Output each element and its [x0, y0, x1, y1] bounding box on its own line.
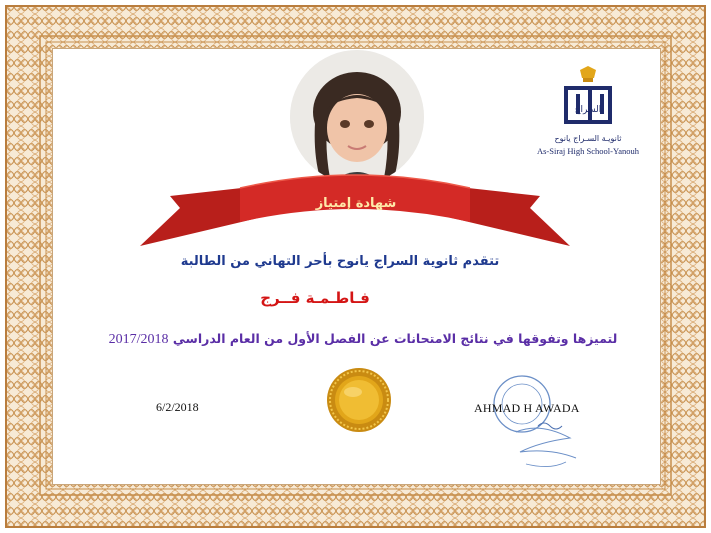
reason-sentence: لتميزها وتفوقها في نتائج الامتحانات عن الفصل الأول من العام الدراسي — [172, 331, 618, 346]
student-name: فـاطـمـة فــرج — [260, 289, 370, 307]
school-name-en: As-Siraj High School-Yanouh — [536, 146, 640, 156]
signatory-name: AHMAD H AWADA — [474, 401, 580, 415]
gold-seal-icon — [326, 367, 392, 433]
school-logo — [528, 66, 648, 162]
lamp-logo-icon — [528, 66, 648, 134]
round-stamp-icon — [480, 368, 590, 478]
certificate-date: 6/2/2018 — [156, 400, 199, 414]
logo-text: السراج — [574, 105, 602, 115]
school-year: 2017/2018 — [108, 332, 169, 347]
title-ribbon — [140, 168, 570, 258]
intro-text: تتقدم ثانوية السراج يانوح بأحر التهاني من الطالبة — [180, 254, 500, 269]
reason-text — [98, 331, 628, 348]
certificate-title: شهادة إمتياز — [315, 196, 397, 211]
student-portrait-image — [290, 50, 424, 184]
student-photo — [290, 50, 424, 184]
school-name-ar: ثانويـة السـراج يانوح — [554, 134, 622, 143]
